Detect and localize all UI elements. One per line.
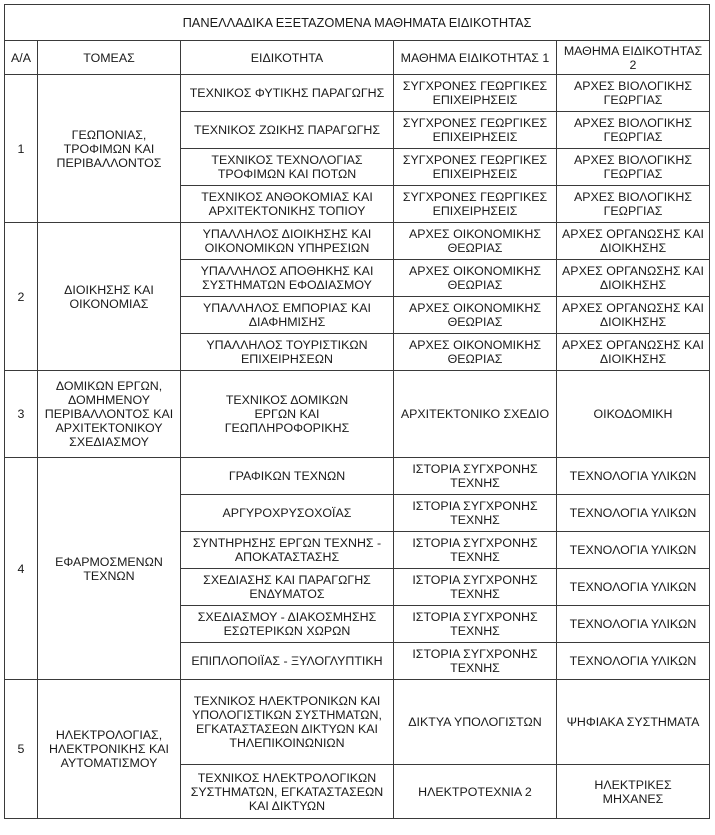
subject-2-cell: ΑΡΧΕΣ ΒΙΟΛΟΓΙΚΗΣ ΓΕΩΡΓΙΑΣ	[557, 112, 710, 149]
subject-2-cell: ΤΕΧΝΟΛΟΓΙΑ ΥΛΙΚΩΝ	[557, 458, 710, 495]
subject-1-cell: ΣΥΓΧΡΟΝΕΣ ΓΕΩΡΓΙΚΕΣ ΕΠΙΧΕΙΡΗΣΕΙΣ	[394, 112, 557, 149]
sector-number: 1	[5, 75, 38, 223]
subject-1-cell: ΣΥΓΧΡΟΝΕΣ ΓΕΩΡΓΙΚΕΣ ΕΠΙΧΕΙΡΗΣΕΙΣ	[394, 149, 557, 186]
subject-2-cell: ΑΡΧΕΣ ΟΡΓΑΝΩΣΗΣ ΚΑΙ ΔΙΟΙΚΗΣΗΣ	[557, 223, 710, 260]
subject-2-cell: ΨΗΦΙΑΚΑ ΣΥΣΤΗΜΑΤΑ	[557, 680, 710, 765]
specialty-cell: ΤΕΧΝΙΚΟΣ ΑΝΘΟΚΟΜΙΑΣ ΚΑΙ ΑΡΧΙΤΕΚΤΟΝΙΚΗΣ ΤΟΠΙΟΥ	[181, 186, 394, 223]
subject-1-cell: ΣΥΓΧΡΟΝΕΣ ΓΕΩΡΓΙΚΕΣ ΕΠΙΧΕΙΡΗΣΕΙΣ	[394, 186, 557, 223]
subject-2-cell: ΤΕΧΝΟΛΟΓΙΑ ΥΛΙΚΩΝ	[557, 495, 710, 532]
table-row	[5, 680, 710, 765]
subject-2-cell: ΤΕΧΝΟΛΟΓΙΑ ΥΛΙΚΩΝ	[557, 569, 710, 606]
specialty-cell: ΕΠΙΠΛΟΠΟΙΪΑΣ - ΞΥΛΟΓΛΥΠΤΙΚΗ	[181, 643, 394, 680]
specialty-cell: ΤΕΧΝΙΚΟΣ ΖΩΙΚΗΣ ΠΑΡΑΓΩΓΗΣ	[181, 112, 394, 149]
specialty-cell: ΣΧΕΔΙΑΣΗΣ ΚΑΙ ΠΑΡΑΓΩΓΗΣ ΕΝΔΥΜΑΤΟΣ	[181, 569, 394, 606]
table-row	[5, 371, 710, 458]
subject-2-cell: ΑΡΧΕΣ ΒΙΟΛΟΓΙΚΗΣ ΓΕΩΡΓΙΑΣ	[557, 149, 710, 186]
specialty-cell: ΓΡΑΦΙΚΩΝ ΤΕΧΝΩΝ	[181, 458, 394, 495]
table-row	[5, 458, 710, 495]
specialty-cell: ΥΠΑΛΛΗΛΟΣ ΤΟΥΡΙΣΤΙΚΩΝ ΕΠΙΧΕΙΡΗΣΕΩΝ	[181, 334, 394, 371]
subject-1-cell: ΙΣΤΟΡΙΑ ΣΥΓΧΡΟΝΗΣ ΤΕΧΝΗΣ	[394, 495, 557, 532]
subject-2-cell: ΑΡΧΕΣ ΟΡΓΑΝΩΣΗΣ ΚΑΙ ΔΙΟΙΚΗΣΗΣ	[557, 334, 710, 371]
subject-1-cell: ΙΣΤΟΡΙΑ ΣΥΓΧΡΟΝΗΣ ΤΕΧΝΗΣ	[394, 643, 557, 680]
subject-1-cell: ΑΡΧΕΣ ΟΙΚΟΝΟΜΙΚΗΣ ΘΕΩΡΙΑΣ	[394, 334, 557, 371]
sector-number: 3	[5, 371, 38, 458]
sector-number: 4	[5, 458, 38, 680]
sector-number: 5	[5, 680, 38, 819]
header-sector: ΤΟΜΕΑΣ	[38, 41, 181, 75]
subject-1-cell: ΗΛΕΚΤΡΟΤΕΧΝΙΑ 2	[394, 765, 557, 819]
subject-2-cell: ΤΕΧΝΟΛΟΓΙΑ ΥΛΙΚΩΝ	[557, 606, 710, 643]
sector-name: ΔΟΜΙΚΩΝ ΕΡΓΩΝ, ΔΟΜΗΜΕΝΟΥ ΠΕΡΙΒΑΛΛΟΝΤΟΣ ΚΑΙ ΑΡΧΙΤΕΚΤΟΝΙΚΟΥ ΣΧΕΔΙΑΣΜΟΥ	[38, 371, 181, 458]
subject-1-cell: ΔΙΚΤΥΑ ΥΠΟΛΟΓΙΣΤΩΝ	[394, 680, 557, 765]
specialty-cell: ΑΡΓΥΡΟΧΡΥΣΟΧΟΪΑΣ	[181, 495, 394, 532]
subject-1-cell: ΣΥΓΧΡΟΝΕΣ ΓΕΩΡΓΙΚΕΣ ΕΠΙΧΕΙΡΗΣΕΙΣ	[394, 75, 557, 112]
header-subject-2: ΜΑΘΗΜΑ ΕΙΔΙΚΟΤΗΤΑΣ 2	[557, 41, 710, 75]
subject-1-cell: ΙΣΤΟΡΙΑ ΣΥΓΧΡΟΝΗΣ ΤΕΧΝΗΣ	[394, 458, 557, 495]
subject-1-cell: ΑΡΧΕΣ ΟΙΚΟΝΟΜΙΚΗΣ ΘΕΩΡΙΑΣ	[394, 297, 557, 334]
table-row	[5, 223, 710, 260]
subject-2-cell: ΗΛΕΚΤΡΙΚΕΣ ΜΗΧΑΝΕΣ	[557, 765, 710, 819]
subject-2-cell: ΤΕΧΝΟΛΟΓΙΑ ΥΛΙΚΩΝ	[557, 532, 710, 569]
table-row	[5, 75, 710, 112]
sector-name: ΓΕΩΠΟΝΙΑΣ, ΤΡΟΦΙΜΩΝ ΚΑΙ ΠΕΡΙΒΑΛΛΟΝΤΟΣ	[38, 75, 181, 223]
header-aa: Α/Α	[5, 41, 38, 75]
specialty-cell: ΣΥΝΤΗΡΗΣΗΣ ΕΡΓΩΝ ΤΕΧΝΗΣ - ΑΠΟΚΑΤΑΣΤΑΣΗΣ	[181, 532, 394, 569]
specialty-cell: ΥΠΑΛΛΗΛΟΣ ΑΠΟΘΗΚΗΣ ΚΑΙ ΣΥΣΤΗΜΑΤΩΝ ΕΦΟΔΙΑΣΜΟΥ	[181, 260, 394, 297]
specialty-cell: ΤΕΧΝΙΚΟΣ ΗΛΕΚΤΡΟΛΟΓΙΚΩΝ ΣΥΣΤΗΜΑΤΩΝ, ΕΓΚΑΤΑΣΤΑΣΕΩΝ ΚΑΙ ΔΙΚΤΥΩΝ	[181, 765, 394, 819]
subject-2-cell: ΑΡΧΕΣ ΒΙΟΛΟΓΙΚΗΣ ΓΕΩΡΓΙΑΣ	[557, 75, 710, 112]
subject-1-cell: ΙΣΤΟΡΙΑ ΣΥΓΧΡΟΝΗΣ ΤΕΧΝΗΣ	[394, 606, 557, 643]
subject-2-cell: ΑΡΧΕΣ ΟΡΓΑΝΩΣΗΣ ΚΑΙ ΔΙΟΙΚΗΣΗΣ	[557, 260, 710, 297]
sector-number: 2	[5, 223, 38, 371]
subject-1-cell: ΙΣΤΟΡΙΑ ΣΥΓΧΡΟΝΗΣ ΤΕΧΝΗΣ	[394, 569, 557, 606]
table-title: ΠΑΝΕΛΛΑΔΙΚΑ ΕΞΕΤΑΖΟΜΕΝΑ ΜΑΘΗΜΑΤΑ ΕΙΔΙΚΟΤΗΤΑΣ	[5, 5, 710, 41]
specialty-cell: ΤΕΧΝΙΚΟΣ ΦΥΤΙΚΗΣ ΠΑΡΑΓΩΓΗΣ	[181, 75, 394, 112]
subject-1-cell: ΑΡΧΕΣ ΟΙΚΟΝΟΜΙΚΗΣ ΘΕΩΡΙΑΣ	[394, 223, 557, 260]
specialty-cell: ΥΠΑΛΛΗΛΟΣ ΔΙΟΙΚΗΣΗΣ ΚΑΙ ΟΙΚΟΝΟΜΙΚΩΝ ΥΠΗΡΕΣΙΩΝ	[181, 223, 394, 260]
subject-2-cell: ΟΙΚΟΔΟΜΙΚΗ	[557, 371, 710, 458]
specialty-cell: ΤΕΧΝΙΚΟΣ ΤΕΧΝΟΛΟΓΙΑΣ ΤΡΟΦΙΜΩΝ ΚΑΙ ΠΟΤΩΝ	[181, 149, 394, 186]
sector-name: ΔΙΟΙΚΗΣΗΣ ΚΑΙ ΟΙΚΟΝΟΜΙΑΣ	[38, 223, 181, 371]
specialty-cell: ΥΠΑΛΛΗΛΟΣ ΕΜΠΟΡΙΑΣ ΚΑΙ ΔΙΑΦΗΜΙΣΗΣ	[181, 297, 394, 334]
header-specialty: ΕΙΔΙΚΟΤΗΤΑ	[181, 41, 394, 75]
subject-1-cell: ΑΡΧΕΣ ΟΙΚΟΝΟΜΙΚΗΣ ΘΕΩΡΙΑΣ	[394, 260, 557, 297]
subject-1-cell: ΑΡΧΙΤΕΚΤΟΝΙΚΟ ΣΧΕΔΙΟ	[394, 371, 557, 458]
specialty-cell: ΤΕΧΝΙΚΟΣ ΔΟΜΙΚΩΝ ΕΡΓΩΝ ΚΑΙ ΓΕΩΠΛΗΡΟΦΟΡΙΚΗΣ	[181, 371, 394, 458]
header-subject-1: ΜΑΘΗΜΑ ΕΙΔΙΚΟΤΗΤΑΣ 1	[394, 41, 557, 75]
subject-2-cell: ΑΡΧΕΣ ΒΙΟΛΟΓΙΚΗΣ ΓΕΩΡΓΙΑΣ	[557, 186, 710, 223]
specialty-subjects-table	[4, 4, 710, 819]
subject-1-cell: ΙΣΤΟΡΙΑ ΣΥΓΧΡΟΝΗΣ ΤΕΧΝΗΣ	[394, 532, 557, 569]
specialty-cell: ΣΧΕΔΙΑΣΜΟΥ - ΔΙΑΚΟΣΜΗΣΗΣ ΕΣΩΤΕΡΙΚΩΝ ΧΩΡΩΝ	[181, 606, 394, 643]
specialty-cell: ΤΕΧΝΙΚΟΣ ΗΛΕΚΤΡΟΝΙΚΩΝ ΚΑΙ ΥΠΟΛΟΓΙΣΤΙΚΩΝ ΣΥΣΤΗΜΑΤΩΝ, ΕΓΚΑΤΑΣΤΑΣΕΩΝ ΔΙΚΤΥΩΝ ΚΑΙ ΤΗΛΕΠΙΚΟΙΝΩΝΙΩΝ	[181, 680, 394, 765]
sector-name: ΕΦΑΡΜΟΣΜΕΝΩΝ ΤΕΧΝΩΝ	[38, 458, 181, 680]
sector-name: ΗΛΕΚΤΡΟΛΟΓΙΑΣ, ΗΛΕΚΤΡΟΝΙΚΗΣ ΚΑΙ ΑΥΤΟΜΑΤΙΣΜΟΥ	[38, 680, 181, 819]
subject-2-cell: ΤΕΧΝΟΛΟΓΙΑ ΥΛΙΚΩΝ	[557, 643, 710, 680]
subject-2-cell: ΑΡΧΕΣ ΟΡΓΑΝΩΣΗΣ ΚΑΙ ΔΙΟΙΚΗΣΗΣ	[557, 297, 710, 334]
